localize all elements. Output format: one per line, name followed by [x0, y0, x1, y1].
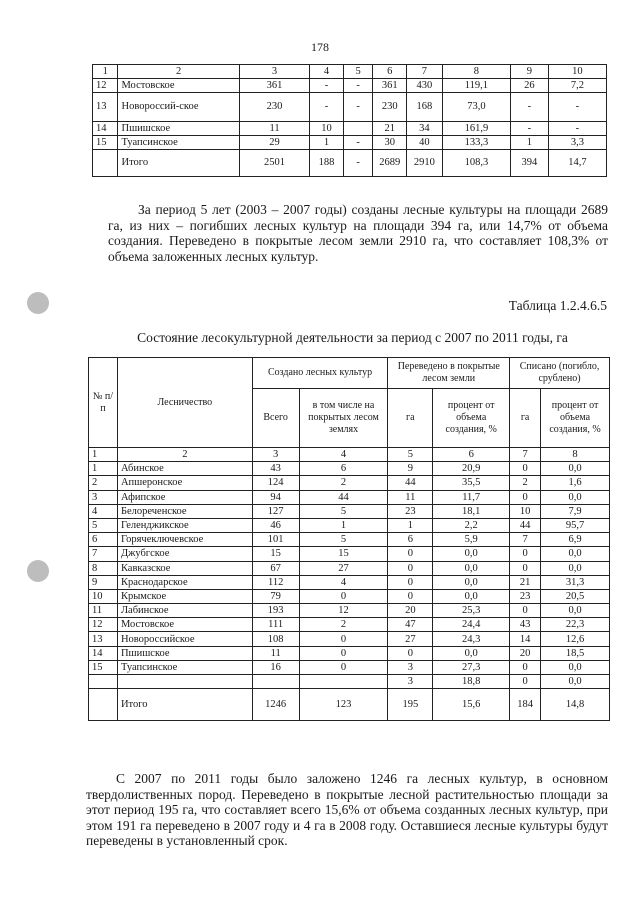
cell: 168	[407, 93, 443, 122]
cell: 1	[310, 136, 344, 150]
cell: 430	[407, 79, 443, 93]
table1-col-number: 10	[548, 65, 606, 79]
cell: 184	[510, 689, 541, 721]
cell: 0	[388, 589, 433, 603]
table1-col-number: 4	[310, 65, 344, 79]
table-row	[89, 632, 610, 646]
header-created-group: Создано лесных культур	[252, 358, 388, 389]
cell: 3,3	[548, 136, 606, 150]
cell: 161,9	[442, 122, 510, 136]
cell: 1	[511, 136, 549, 150]
cell: Апшеронское	[117, 476, 252, 490]
cell	[343, 122, 373, 136]
cell: 31,3	[541, 575, 610, 589]
cell	[89, 675, 118, 689]
header-transferred-ha: га	[388, 389, 433, 448]
cell: 15,6	[433, 689, 510, 721]
cell: 8	[541, 448, 610, 462]
cell: 27,3	[433, 660, 510, 674]
cell: 230	[373, 93, 407, 122]
cell: 3	[252, 448, 299, 462]
cell: Афипское	[117, 490, 252, 504]
cell: 16	[252, 660, 299, 674]
cell: 18,1	[433, 504, 510, 518]
table-row	[89, 575, 610, 589]
cell: 0	[510, 660, 541, 674]
cell: 0	[388, 575, 433, 589]
cell: 0	[388, 646, 433, 660]
cell: 119,1	[442, 79, 510, 93]
cell: 14	[510, 632, 541, 646]
cell: Итого	[117, 689, 252, 721]
cell: 1	[388, 518, 433, 532]
table1-col-number: 9	[511, 65, 549, 79]
cell: 111	[252, 618, 299, 632]
cell	[117, 675, 252, 689]
cell: 12	[89, 618, 118, 632]
cell: 29	[239, 136, 309, 150]
cell: Кавказское	[117, 561, 252, 575]
cell: 1	[89, 448, 118, 462]
cell: 14	[93, 122, 118, 136]
cell: 2689	[373, 150, 407, 177]
cell: -	[310, 93, 344, 122]
cell: 20,9	[433, 462, 510, 476]
cell: 0	[299, 646, 388, 660]
cell: 7,2	[548, 79, 606, 93]
table-row	[89, 518, 610, 532]
cell: Лабинское	[117, 604, 252, 618]
cell: 0,0	[541, 675, 610, 689]
cell: 11	[388, 490, 433, 504]
cell	[93, 150, 118, 177]
cell: 2	[299, 476, 388, 490]
cell: 3	[89, 490, 118, 504]
header-written-ha: га	[510, 389, 541, 448]
cell: 230	[239, 93, 309, 122]
cell: Белореченское	[117, 504, 252, 518]
cell: 0,0	[433, 646, 510, 660]
cell: 20	[510, 646, 541, 660]
cell: 1,6	[541, 476, 610, 490]
cell: 1	[89, 462, 118, 476]
cell: 14	[89, 646, 118, 660]
cell: 47	[388, 618, 433, 632]
cell: 9	[388, 462, 433, 476]
cell: 27	[299, 561, 388, 575]
cell: 112	[252, 575, 299, 589]
punch-hole-top	[27, 292, 49, 314]
cell: 6	[388, 533, 433, 547]
table-row	[89, 476, 610, 490]
table-row	[89, 462, 610, 476]
cell: 4	[89, 504, 118, 518]
cell: 0	[510, 490, 541, 504]
table1-col-number: 8	[442, 65, 510, 79]
cell: Пшишское	[117, 646, 252, 660]
table1-header-row	[93, 65, 607, 79]
cell: 11,7	[433, 490, 510, 504]
cell: 13	[89, 632, 118, 646]
cell: 35,5	[433, 476, 510, 490]
cell: 6	[89, 533, 118, 547]
table-row	[89, 561, 610, 575]
table-row	[93, 93, 607, 122]
cell	[252, 675, 299, 689]
cell: 193	[252, 604, 299, 618]
cell: 12	[299, 604, 388, 618]
cell: 14,7	[548, 150, 606, 177]
header-created-covered: в том числе на покрытых лесом землях	[299, 389, 388, 448]
cell: -	[310, 79, 344, 93]
cell: 6	[299, 462, 388, 476]
header-written-group: Списано (погибло, срублено)	[510, 358, 610, 389]
cell: 11	[89, 604, 118, 618]
cell: 0	[388, 547, 433, 561]
cell: 67	[252, 561, 299, 575]
table-row	[89, 604, 610, 618]
cell: 10	[310, 122, 344, 136]
cell: 46	[252, 518, 299, 532]
cell: 0,0	[541, 561, 610, 575]
cell: 361	[239, 79, 309, 93]
cell: 2	[510, 476, 541, 490]
cell: 79	[252, 589, 299, 603]
cell: 25,3	[433, 604, 510, 618]
cell: 0,0	[541, 660, 610, 674]
header-transferred-group: Переведено в покрытые лесом земли	[388, 358, 510, 389]
cell: 30	[373, 136, 407, 150]
cell: 0,0	[433, 561, 510, 575]
cell: -	[548, 122, 606, 136]
cell: -	[548, 93, 606, 122]
cell: 18,8	[433, 675, 510, 689]
header-written-pct: процент от объема создания, %	[541, 389, 610, 448]
cell: 0,0	[541, 462, 610, 476]
header-forestry: Лесничество	[117, 358, 252, 448]
table-2-forestry-activity	[88, 357, 610, 721]
cell: 22,3	[541, 618, 610, 632]
cell: -	[343, 150, 373, 177]
cell: 394	[511, 150, 549, 177]
cell: Пшишское	[118, 122, 239, 136]
cell: 0,0	[541, 547, 610, 561]
cell: 43	[252, 462, 299, 476]
cell: 0	[510, 604, 541, 618]
cell: Джубгское	[117, 547, 252, 561]
cell: 361	[373, 79, 407, 93]
table-row	[89, 660, 610, 674]
cell: 44	[388, 476, 433, 490]
cell: 44	[510, 518, 541, 532]
cell: 24,3	[433, 632, 510, 646]
cell: 3	[388, 660, 433, 674]
table1-col-number: 2	[118, 65, 239, 79]
cell: 7,9	[541, 504, 610, 518]
cell: 127	[252, 504, 299, 518]
table-row	[89, 589, 610, 603]
cell: 40	[407, 136, 443, 150]
cell: 44	[299, 490, 388, 504]
cell: 4	[299, 575, 388, 589]
cell: 27	[388, 632, 433, 646]
cell: Краснодарское	[117, 575, 252, 589]
cell: 13	[93, 93, 118, 122]
cell: Абинское	[117, 462, 252, 476]
cell: 5	[388, 448, 433, 462]
cell: 26	[511, 79, 549, 93]
cell: Мостовское	[118, 79, 239, 93]
cell: 0	[299, 660, 388, 674]
table-row	[89, 646, 610, 660]
cell: 9	[89, 575, 118, 589]
cell: 23	[510, 589, 541, 603]
punch-hole-bottom	[27, 560, 49, 582]
cell: 2,2	[433, 518, 510, 532]
table1-col-number: 5	[343, 65, 373, 79]
cell: Мостовское	[117, 618, 252, 632]
table2-total-row	[89, 689, 610, 721]
cell: 8	[89, 561, 118, 575]
table1-col-number: 3	[239, 65, 309, 79]
cell: 188	[310, 150, 344, 177]
table1-total-row	[93, 150, 607, 177]
cell: 0	[388, 561, 433, 575]
cell: 10	[510, 504, 541, 518]
table1-col-number: 7	[407, 65, 443, 79]
cell: 14,8	[541, 689, 610, 721]
cell: 0	[510, 462, 541, 476]
cell: 1246	[252, 689, 299, 721]
cell: 0	[510, 561, 541, 575]
table-1-continuation	[92, 64, 607, 177]
cell: 11	[252, 646, 299, 660]
cell: -	[511, 122, 549, 136]
cell: 4	[299, 448, 388, 462]
cell: 3	[388, 675, 433, 689]
table-row	[89, 533, 610, 547]
cell: Итого	[118, 150, 239, 177]
cell	[89, 689, 118, 721]
cell: 101	[252, 533, 299, 547]
cell: 7	[510, 448, 541, 462]
cell: Туапсинское	[117, 660, 252, 674]
table1-col-number: 1	[93, 65, 118, 79]
table-row	[93, 79, 607, 93]
cell: 0,0	[433, 547, 510, 561]
table-row	[93, 136, 607, 150]
cell: 0	[510, 675, 541, 689]
cell: 7	[89, 547, 118, 561]
header-created-total: Всего	[252, 389, 299, 448]
cell: 15	[252, 547, 299, 561]
cell: 5	[299, 533, 388, 547]
cell: 21	[373, 122, 407, 136]
cell: -	[343, 93, 373, 122]
cell: 2	[299, 618, 388, 632]
cell	[299, 675, 388, 689]
cell: Новороссийское	[117, 632, 252, 646]
cell: 11	[239, 122, 309, 136]
table2-header-row-1	[89, 358, 610, 389]
page-number: 178	[311, 40, 329, 54]
cell: Горячеключевское	[117, 533, 252, 547]
cell: 73,0	[442, 93, 510, 122]
cell: -	[343, 136, 373, 150]
cell: 15	[93, 136, 118, 150]
cell: 0	[299, 632, 388, 646]
cell: 43	[510, 618, 541, 632]
cell: 20,5	[541, 589, 610, 603]
header-num: № п/п	[89, 358, 118, 448]
cell: 94	[252, 490, 299, 504]
header-transferred-pct: процент от объема создания, %	[433, 389, 510, 448]
cell: 0,0	[541, 490, 610, 504]
table1-col-number: 6	[373, 65, 407, 79]
cell: 15	[299, 547, 388, 561]
cell: 2	[89, 476, 118, 490]
cell: 124	[252, 476, 299, 490]
cell: 0,0	[433, 589, 510, 603]
paragraph-summary-2007-2011: С 2007 по 2011 годы было заложено 1246 га лесных культур, в основном твердолиственных пород. Переведено в покрытые лесной растительностью площади за этот период 195 га, что составляет всего 15,6% от объема созданных лесных культур, при этом 191 га переведено в 2007 году и 4 га в 2008 году. Оставшиеся лесные культуры будут переведены в установленный срок.	[86, 771, 608, 848]
cell: -	[511, 93, 549, 122]
cell: 2910	[407, 150, 443, 177]
cell: 6,9	[541, 533, 610, 547]
cell: 34	[407, 122, 443, 136]
table-label: Таблица 1.2.4.6.5	[508, 298, 607, 313]
cell: 5,9	[433, 533, 510, 547]
table-title: Состояние лесокультурной деятельности за период с 2007 по 2011 годы, га	[137, 330, 568, 345]
cell: Туапсинское	[118, 136, 239, 150]
cell: 108	[252, 632, 299, 646]
cell: 21	[510, 575, 541, 589]
cell: 133,3	[442, 136, 510, 150]
cell: 6	[433, 448, 510, 462]
cell: 0	[299, 589, 388, 603]
cell: 0,0	[541, 604, 610, 618]
table-row	[89, 618, 610, 632]
table-row	[89, 490, 610, 504]
cell: 0,0	[433, 575, 510, 589]
cell: 10	[89, 589, 118, 603]
cell: 108,3	[442, 150, 510, 177]
cell: 2	[117, 448, 252, 462]
cell: 5	[89, 518, 118, 532]
cell: 12,6	[541, 632, 610, 646]
cell: 123	[299, 689, 388, 721]
cell: 20	[388, 604, 433, 618]
cell: 195	[388, 689, 433, 721]
cell: 24,4	[433, 618, 510, 632]
cell: 7	[510, 533, 541, 547]
cell: 18,5	[541, 646, 610, 660]
table-row	[89, 547, 610, 561]
table2-column-numbers	[89, 448, 610, 462]
cell: 95,7	[541, 518, 610, 532]
table-row	[93, 122, 607, 136]
table-row	[89, 675, 610, 689]
cell: Крымское	[117, 589, 252, 603]
cell: 23	[388, 504, 433, 518]
cell: -	[343, 79, 373, 93]
cell: Геленджикское	[117, 518, 252, 532]
cell: 15	[89, 660, 118, 674]
cell: 2501	[239, 150, 309, 177]
cell: 12	[93, 79, 118, 93]
cell: 5	[299, 504, 388, 518]
cell: Новороссий-ское	[118, 93, 239, 122]
cell: 0	[510, 547, 541, 561]
cell: 1	[299, 518, 388, 532]
table-row	[89, 504, 610, 518]
paragraph-summary-2003-2007: За период 5 лет (2003 – 2007 годы) созданы лесные культуры на площади 2689 га, из них – погибших лесных культур на площади 394 га, или 14,7% от объема создания. Переведено в покрытые лесом земли 2910 га, что составляет 108,3% от объема заложенных лесных культур.	[108, 202, 608, 264]
